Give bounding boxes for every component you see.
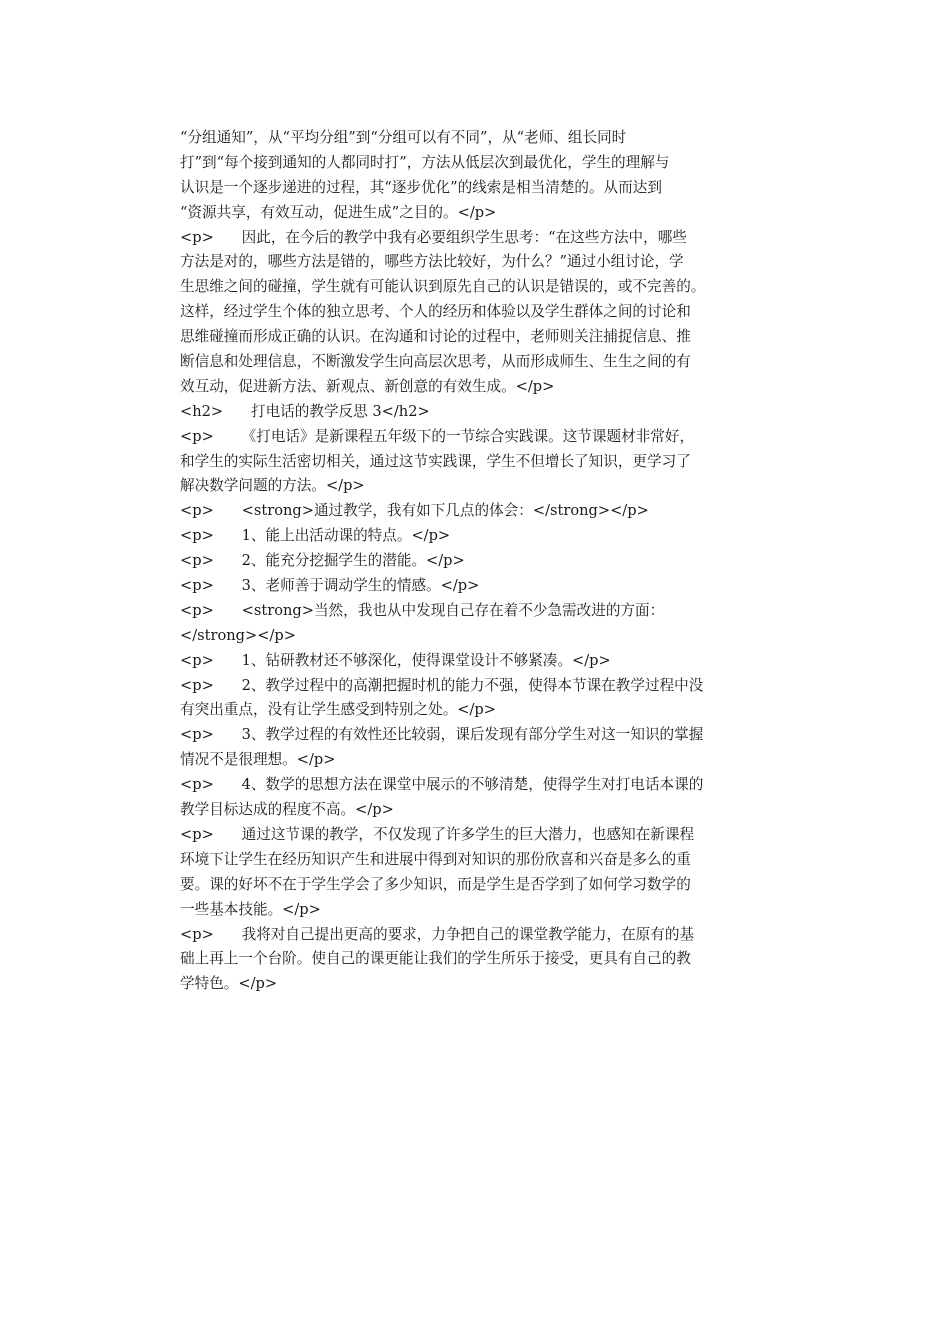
text-line: 打”到“每个接到通知的人都同时打”，方法从低层次到最优化，学生的理解与: [180, 153, 670, 171]
list-item-line: <p> 1、能上出活动课的特点。</p>: [180, 527, 451, 545]
text-line: 和学生的实际生活密切相关，通过这节实践课，学生不但增长了知识，更学习了: [180, 452, 691, 470]
text-line: <p> <strong>通过教学，我有如下几点的体会：</strong></p>: [180, 502, 649, 520]
text-line: 这样，经过学生个体的独立思考、个人的经历和体验以及学生群体之间的讨论和: [180, 303, 691, 321]
text-line: 方法是对的，哪些方法是错的，哪些方法比较好，为什么？”通过小组讨论，学: [180, 253, 684, 271]
text-line: 要。课的好坏不在于学生学会了多少知识，而是学生是否学到了如何学习数学的: [180, 875, 691, 893]
text-line: 础上再上一个台阶。使自己的课更能让我们的学生所乐于接受，更具有自己的教: [180, 950, 691, 968]
text-line: </strong></p>: [180, 626, 296, 644]
text-line: 学特色。</p>: [180, 975, 278, 993]
text-line: 情况不是很理想。</p>: [180, 751, 336, 769]
text-line: 解决数学问题的方法。</p>: [180, 477, 365, 495]
text-line: <p> 通过这节课的教学，不仅发现了许多学生的巨大潜力，也感知在新课程: [180, 825, 695, 843]
text-line: <p> 因此，在今后的教学中我有必要组织学生思考：“在这些方法中，哪些: [180, 228, 687, 246]
list-item-line: <p> 2、能充分挖掘学生的潜能。</p>: [180, 552, 465, 570]
text-line: 生思维之间的碰撞，学生就有可能认识到原先自己的认识是错误的，或不完善的。: [180, 278, 706, 296]
text-line: 教学目标达成的程度不高。</p>: [180, 801, 394, 819]
text-line: 环境下让学生在经历知识产生和进展中得到对知识的那份欣喜和兴奋是多么的重: [180, 850, 691, 868]
text-line: <p> <strong>当然，我也从中发现自己存在着不少急需改进的方面：: [180, 601, 665, 619]
list-item-line: <p> 2、教学过程中的高潮把握时机的能力不强，使得本节课在教学过程中没: [180, 676, 704, 694]
text-line: “分组通知”，从“平均分组”到“分组可以有不同”，从“老师、组长同时: [180, 129, 627, 146]
text-line: 认识是一个逐步递进的过程，其“逐步优化”的线索是相当清楚的。从而达到: [180, 178, 662, 196]
text-line: <p> 我将对自己提出更高的要求，力争把自己的课堂教学能力，在原有的基: [180, 925, 695, 943]
text-line: 思维碰撞而形成正确的认识。在沟通和讨论的过程中，老师则关注捕捉信息、推: [180, 328, 691, 346]
section-heading-line: <h2> 打电话的教学反思 3</h2>: [180, 402, 430, 420]
text-line: 一些基本技能。</p>: [180, 900, 321, 918]
list-item-line: <p> 1、钻研教材还不够深化，使得课堂设计不够紧凑。</p>: [180, 651, 611, 669]
text-line: 效互动，促进新方法、新观点、新创意的有效生成。</p>: [180, 377, 555, 395]
text-line: 有突出重点，没有让学生感受到特别之处。</p>: [180, 701, 496, 719]
list-item-line: <p> 3、教学过程的有效性还比较弱，课后发现有部分学生对这一知识的掌握: [180, 726, 704, 744]
list-item-line: <p> 3、老师善于调动学生的情感。</p>: [180, 577, 480, 595]
document-body: [180, 126, 780, 997]
text-line: “资源共享，有效互动，促进生成”之目的。</p>: [180, 203, 497, 221]
list-item-line: <p> 4、数学的思想方法在课堂中展示的不够清楚，使得学生对打电话本课的: [180, 776, 704, 794]
text-line: 断信息和处理信息，不断激发学生向高层次思考，从而形成师生、生生之间的有: [180, 353, 691, 371]
text-line: <p> 《打电话》是新课程五年级下的一节综合实践课。这节课题材非常好，: [180, 427, 695, 445]
